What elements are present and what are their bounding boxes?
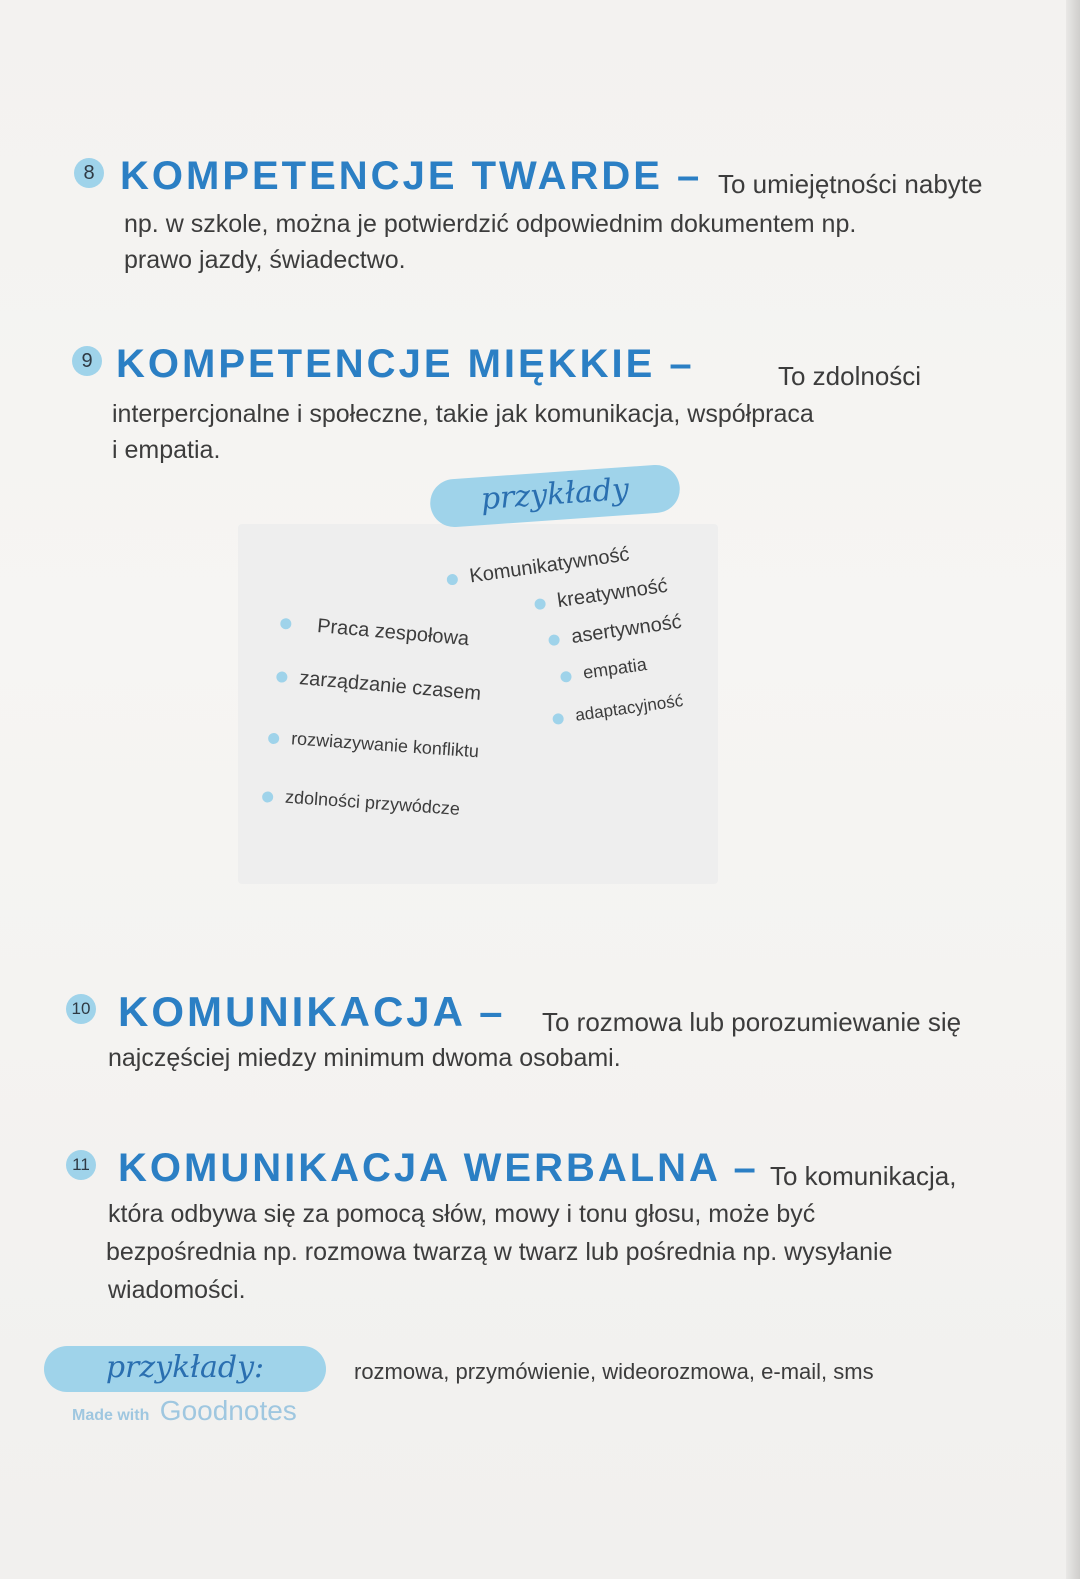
section-body-line: np. w szkole, można je potwierdzić odpowiednim dokumentem np. [124, 210, 857, 238]
example-item: kreatywność [533, 575, 669, 616]
section-body-line: najczęściej miedzy minimum dwoma osobami. [108, 1044, 621, 1072]
section-title: KOMPETENCJE MIĘKKIE – [116, 342, 695, 386]
example-item: asertywność [547, 611, 683, 652]
section-body-line: i empatia. [112, 436, 221, 464]
example-item: zarządzanie czasem [275, 665, 482, 706]
example-item: adaptacyjność [551, 691, 684, 729]
section-title: KOMUNIKACJA WERBALNA – [118, 1146, 759, 1190]
section-number: 10 [66, 994, 96, 1024]
example-item: Komunikatywność [445, 543, 631, 591]
section-intro: To zdolności [778, 361, 922, 391]
section-body-line: prawo jazdy, świadectwo. [124, 246, 406, 274]
section-body-line: która odbywa się za pomocą słów, mowy i tonu głosu, może być [108, 1200, 816, 1228]
example-item: rozwiazywanie konfliktu [268, 727, 480, 763]
example-item: zdolności przywódcze [262, 785, 461, 820]
section-intro: To umiejętności nabyte [718, 169, 983, 199]
section-body-line: wiadomości. [108, 1276, 246, 1304]
verbal-examples-list: rozmowa, przymówienie, wideorozmowa, e-mail, sms [354, 1359, 874, 1384]
goodnotes-watermark: Made with Goodnotes [72, 1395, 297, 1426]
example-item: Praca zespołowa [279, 612, 470, 651]
section-number: 9 [72, 346, 102, 376]
section-body-line: interpercjonalne i społeczne, takie jak komunikacja, współpraca [112, 400, 814, 428]
section-intro: To rozmowa lub porozumiewanie się [542, 1007, 962, 1037]
examples-label: przykłady [429, 463, 682, 528]
example-item: empatia [559, 654, 648, 687]
verbal-examples-label: przykłady: [44, 1346, 326, 1392]
page-edge [1066, 0, 1080, 1579]
section-body-line: bezpośrednia np. rozmowa twarzą w twarz lub pośrednia np. wysyłanie [106, 1238, 893, 1266]
section-number: 11 [66, 1150, 96, 1180]
section-title: KOMUNIKACJA – [118, 988, 506, 1035]
section-title: KOMPETENCJE TWARDE – [120, 154, 703, 198]
section-intro: To komunikacja, [770, 1161, 957, 1191]
section-number: 8 [74, 158, 104, 188]
